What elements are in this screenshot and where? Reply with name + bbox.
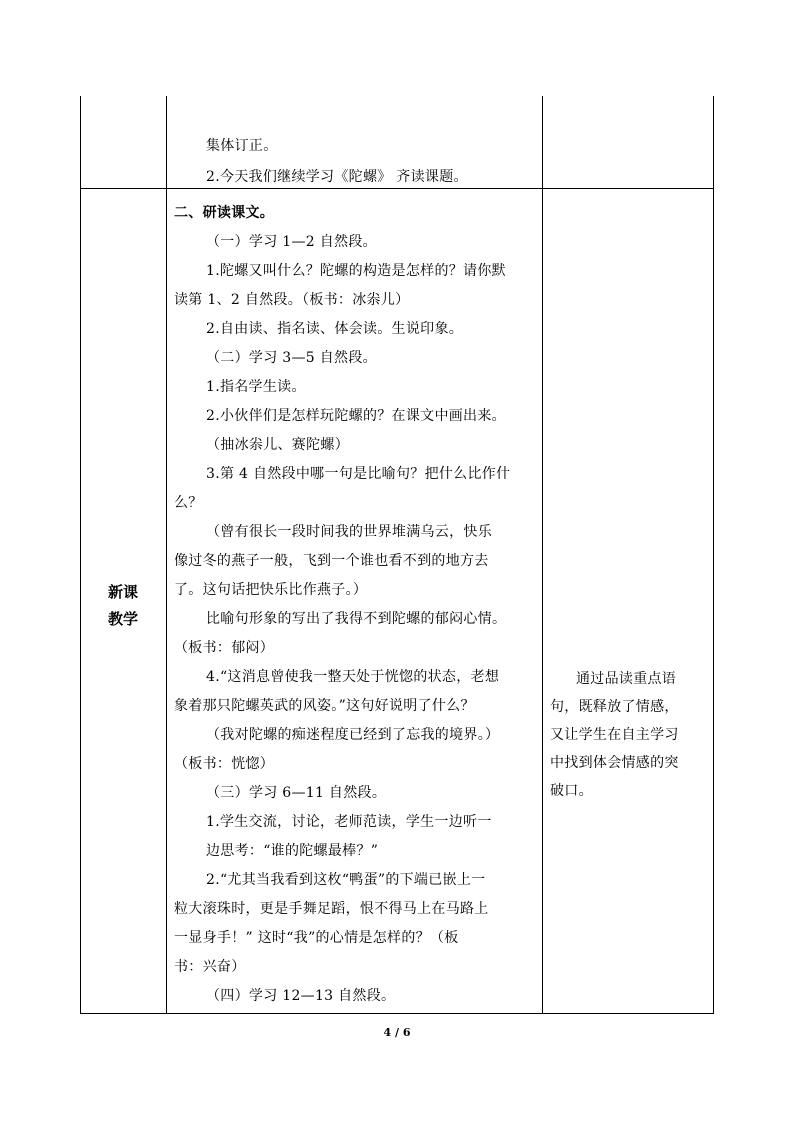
content-line: 么？ (174, 495, 203, 511)
content-line: 比喻句形象的写出了我得不到陀螺的郁闷心情。 (206, 611, 507, 627)
top-row-line-2: 2.今天我们继续学习《陀螺》 齐读课题。 (206, 169, 468, 185)
content-line: 书：兴奋） (174, 959, 246, 975)
section-heading: 二、研读课文。 (174, 205, 275, 221)
content-line: 3.第 4 自然段中哪一句是比喻句？把什么比作什 (206, 466, 511, 482)
top-row-line-1: 集体订正。 (206, 138, 278, 154)
column-divider-2 (542, 96, 543, 1014)
design-note-line: 破口。 (550, 783, 593, 799)
content-line: （板书：郁闷） (174, 640, 275, 656)
content-line: 1.陀螺又叫什么？陀螺的构造是怎样的？请你默 (206, 263, 506, 279)
content-line: 1.学生交流，讨论，老师范读，学生一边听一 (206, 814, 492, 830)
content-line: 1.指名学生读。 (206, 379, 306, 395)
table-border-bottom (80, 1013, 714, 1014)
content-line: 2.自由读、指名读、体会读。生说印象。 (206, 321, 464, 337)
row-label-line-1: 新课 (108, 583, 139, 601)
content-line: 4.“这消息曾使我一整天处于恍惚的状态，老想 (206, 669, 500, 685)
content-line: （三）学习 6—11 自然段。 (206, 785, 387, 801)
design-note-line: 中找到体会情感的突 (550, 755, 679, 771)
lesson-plan-table (80, 96, 714, 1014)
page-number: 4 / 6 (383, 1026, 411, 1039)
design-note-line: 又让学生在自主学习 (550, 727, 679, 743)
row-label-line-2: 教学 (108, 610, 139, 628)
content-line: （四）学习 12—13 自然段。 (206, 988, 396, 1004)
row-divider (80, 188, 714, 189)
content-line: 边思考：“谁的陀螺最棒？” (206, 843, 379, 859)
content-line: （抽冰尜儿、赛陀螺） (206, 437, 349, 453)
content-line: 象着那只陀螺英武的风姿。”这句好说明了什么？ (174, 698, 475, 714)
content-line: 粒大滚珠时，更是手舞足蹈，恨不得马上在马路上 (174, 901, 489, 917)
content-line: （二）学习 3—5 自然段。 (206, 350, 377, 366)
design-note-line: 通过品读重点语 (576, 671, 677, 687)
content-line: 读第 1、2 自然段。（板书：冰尜儿） (174, 292, 410, 308)
content-line: （我对陀螺的痴迷程度已经到了忘我的境界。） (206, 727, 500, 743)
table-border-left (80, 96, 81, 1014)
content-line: 了。这句话把快乐比作燕子。） (174, 582, 368, 598)
content-line: （曾有很长一段时间我的世界堆满乌云，快乐 (206, 524, 492, 540)
content-line: 一显身手！” 这时“我”的心情是怎样的？（板 (174, 930, 459, 946)
content-line: （一）学习 1—2 自然段。 (206, 234, 377, 250)
content-line: 2.小伙伴们是怎样玩陀螺的？在课文中画出来。 (206, 408, 506, 424)
content-line: 2.“尤其当我看到这枚“鸭蛋”的下端已嵌上一 (206, 872, 486, 888)
design-note-line: 句，既释放了情感， (550, 699, 679, 715)
column-divider-1 (166, 96, 167, 1014)
content-line: 像过冬的燕子一般，飞到一个谁也看不到的地方去 (174, 553, 489, 569)
content-line: （板书：恍惚） (174, 756, 275, 772)
table-border-right (713, 96, 714, 1014)
